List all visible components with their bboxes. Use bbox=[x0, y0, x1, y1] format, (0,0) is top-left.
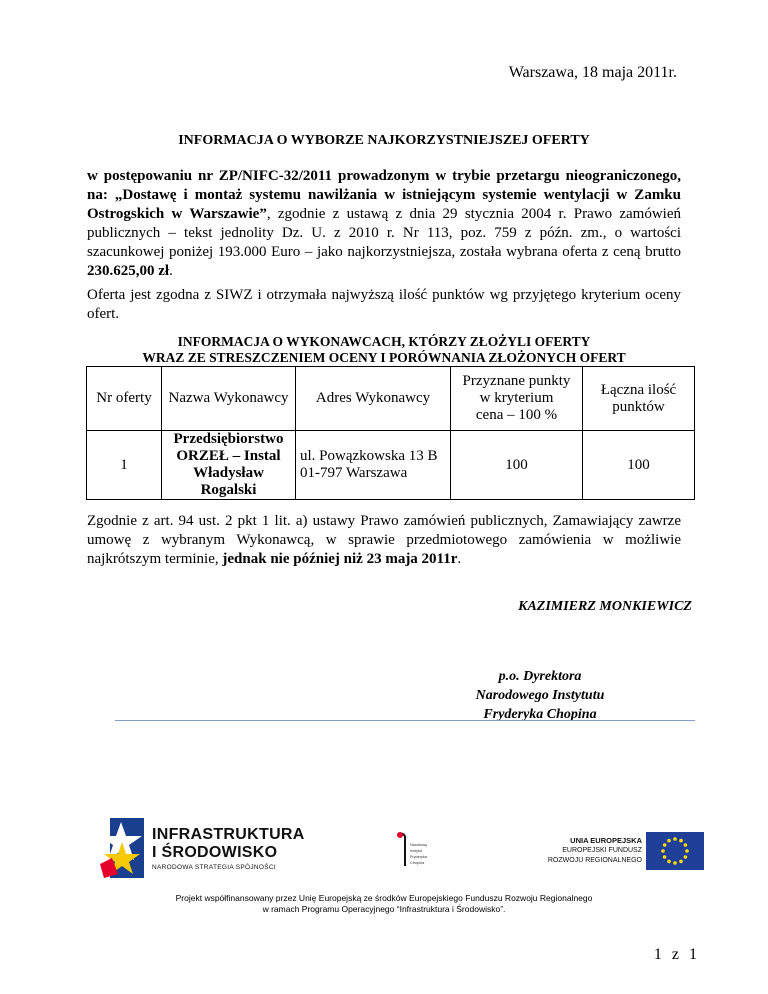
contractor-name-line1: Przedsiębiorstwo bbox=[173, 431, 284, 447]
funding-statement bbox=[0, 893, 768, 915]
contractor-name bbox=[162, 431, 296, 500]
closing-paragraph bbox=[87, 512, 681, 569]
flag-star-icon bbox=[100, 814, 150, 880]
offer-number: 1 bbox=[87, 431, 162, 500]
logo-left-line3: NARODOWA STRATEGIA SPÓJNOŚCI bbox=[152, 864, 276, 871]
page-number: 1 z 1 bbox=[653, 946, 700, 963]
signatory-name: KAZIMIERZ MONKIEWICZ bbox=[518, 599, 692, 614]
conformity-paragraph: Oferta jest zgodna z SIWZ i otrzymała najwyższą ilość punktów wg przyjętego kryterium oceny ofert. bbox=[87, 287, 681, 322]
logo-right-line3: ROZWOJU REGIONALNEGO bbox=[547, 857, 642, 864]
table-heading-line2: WRAZ ZE STRESZCZENIEM OCENY I PORÓWNANIA ZŁOŻONYCH OFERT bbox=[142, 350, 626, 365]
signatory-role-line1: p.o. Dyrektora bbox=[498, 669, 582, 684]
contractor-name-line2: ORZEŁ – Instal bbox=[176, 448, 281, 464]
contractor-address-line2: 01-797 Warszawa bbox=[300, 465, 408, 481]
intro-end: . bbox=[169, 263, 173, 279]
header-total-line2: punktów bbox=[612, 398, 665, 415]
footer-divider bbox=[115, 720, 695, 721]
total-points: 100 bbox=[583, 431, 695, 500]
header-criterion-points bbox=[451, 367, 583, 431]
document-title: INFORMACJA O WYBORZE NAJKORZYSTNIEJSZEJ OFERTY bbox=[178, 133, 590, 148]
funding-line1: Projekt współfinansowany przez Unię Europejską ze środków Europejskiego Funduszu Rozwoju Regionalnego bbox=[175, 893, 593, 903]
closing-deadline: jednak nie później niż 23 maja 2011r bbox=[222, 551, 458, 567]
logo-center-line3: Fryderyka bbox=[410, 855, 427, 859]
document-date: Warszawa, 18 maja 2011r. bbox=[508, 64, 677, 81]
header-contractor-name: Nazwa Wykonawcy bbox=[162, 367, 296, 431]
table-heading bbox=[0, 334, 768, 366]
winning-price: 230.625,00 zł bbox=[87, 263, 170, 279]
logo-left-line1: INFRASTRUKTURA bbox=[152, 826, 305, 843]
intro-lead: w postępowaniu nr ZP/NIFC-32/2011 prowadzonym w trybie przetargu nieograniczonego, na: „Dostawę i montaż systemu nawilżania w istniejącym systemie wentylacji w Zamku Ostrogskich w Warszawie” bbox=[87, 168, 681, 222]
contractor-address bbox=[296, 431, 451, 500]
eu-text bbox=[536, 836, 642, 866]
header-offer-number: Nr oferty bbox=[87, 367, 162, 431]
offers-table bbox=[86, 366, 695, 500]
logo-right-line2: EUROPEJSKI FUNDUSZ bbox=[562, 847, 642, 854]
closing-text: Zgodnie z art. 94 ust. 2 pkt 1 lit. a) ustawy Prawo zamówień publicznych, Zamawiający zawrze umowę z wybranym Wykonawcą, w sprawie przedmiotowego zamówienia w możliwie najkrótszym terminie, bbox=[87, 513, 681, 567]
logo-left-line2: I ŚRODOWISKO bbox=[152, 844, 278, 861]
nifc-mark-icon bbox=[396, 830, 410, 870]
header-total-line1: Łączna ilość bbox=[600, 381, 677, 398]
funding-line2: w ramach Programu Operacyjnego “Infrastruktura i Środowisko”. bbox=[262, 904, 506, 914]
logo-center-line4: Chopina bbox=[410, 861, 425, 865]
contractor-address-line1: ul. Powązkowska 13 B bbox=[300, 448, 438, 464]
logo-center-line1: Narodowy bbox=[410, 843, 428, 847]
table-header-row bbox=[87, 367, 695, 431]
eu-flag-icon bbox=[646, 832, 704, 870]
intro-body: , zgodnie z ustawą z dnia 29 stycznia 2004 r. Prawo zamówień publicznych – tekst jednolity Dz. U. z 2010 r. Nr 113, poz. 759 z późn. zm., o wartości szacunkowej poniżej 193.000 Euro – jako najkorzystniejsza, została wybrana oferta z ceną brutto bbox=[87, 206, 681, 260]
signatory-role-line3: Fryderyka Chopina bbox=[483, 707, 597, 722]
closing-end: . bbox=[457, 551, 462, 567]
logo-right-line1: UNIA EUROPEJSKA bbox=[570, 836, 642, 845]
table-row bbox=[87, 431, 695, 500]
table-heading-line1: INFORMACJA O WYKONAWCACH, KTÓRZY ZŁOŻYLI OFERTY bbox=[177, 334, 591, 349]
header-total-points bbox=[583, 367, 695, 431]
header-contractor-address: Adres Wykonawcy bbox=[296, 367, 451, 431]
infrastruktura-logo bbox=[100, 814, 305, 880]
criterion-points: 100 bbox=[451, 431, 583, 500]
header-points-line3: cena – 100 % bbox=[475, 407, 558, 423]
nifc-logo bbox=[396, 830, 456, 876]
header-points-line2: w kryterium bbox=[479, 390, 554, 406]
intro-paragraph bbox=[87, 167, 681, 281]
signatory-role-line2: Narodowego Instytutu bbox=[475, 688, 605, 703]
contractor-name-line3: Władysław Rogalski bbox=[193, 465, 264, 498]
logo-center-line2: Instytut bbox=[410, 849, 423, 853]
header-points-line1: Przyznane punkty bbox=[462, 373, 571, 389]
signatory-role bbox=[455, 667, 625, 724]
